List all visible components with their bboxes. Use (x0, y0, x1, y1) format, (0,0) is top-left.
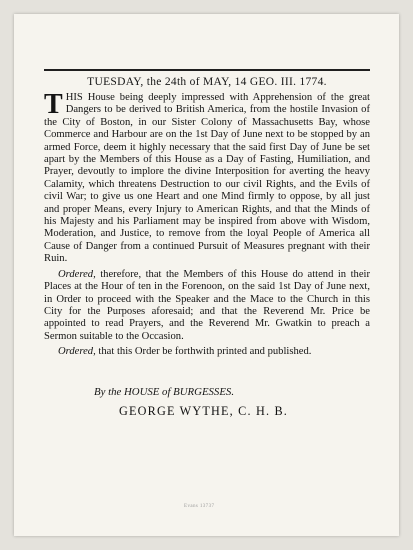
by-line: By the HOUSE of BURGESSES. (94, 386, 235, 398)
dateline: TUESDAY, the 24th of MAY, 14 GEO. III. 1774. (87, 76, 327, 88)
signature: GEORGE WYTHE, C. H. B. (119, 404, 289, 418)
archive-mark: Evans 13737 (184, 504, 215, 509)
paragraph-resolution (44, 89, 370, 266)
paragraph-order-attend-text: therefore, that the Members of this House do attend in their Places at the Hour of ten in the Forenoon, on the said 1st Day of June next, in Order to proceed with the Speaker and the Mace to the Church in this City for the Purposes aforesaid; and that the Reverend Mr. Price be appointed to read Prayers, and the Reverend Mr. Gwatkin to preach a Sermon suitable to the Occasion. (44, 268, 370, 342)
paragraph-order-attend (44, 269, 370, 343)
top-rule (44, 69, 370, 71)
paragraph-resolution-text: HIS House being deeply impressed with Apprehension of the great Dangers to be derived to British America, from the hostile Invasion of the City of Boston, in our Sister Colony of Massachusetts Bay, whose Commerce and Harbour are on the 1st Day of June next to be stopped by an armed Force, deem it highly necessary that the said first Day of June be set apart by the Members of this House as a Day of Fasting, Humiliation, and Prayer, devoutly to implore the divine Interposition for averting the heavy Calamity, which threatens Destruction to our civil Rights, and the Evils of civil War; to give us one Heart and one Mind firmly to oppose, by all just and proper Means, every Injury to American Rights, and that the Minds of his Majesty and his Parliament may be inspired from above with Wisdom, Moderation, and Justice, to remove from the loyal People of America all Cause of Danger from a continued Pursuit of Measures pregnant with their Ruin. (44, 92, 370, 265)
paragraph-order-print-text: that this Order be forthwith printed and published. (95, 346, 312, 358)
closing-block (44, 386, 370, 419)
broadside-page (14, 14, 399, 536)
drop-cap: T (44, 89, 63, 120)
paragraph-order-print (44, 346, 370, 358)
ordered-lead-2: Ordered, (58, 346, 96, 358)
ordered-lead: Ordered, (58, 268, 96, 280)
resolution-body (44, 89, 370, 362)
